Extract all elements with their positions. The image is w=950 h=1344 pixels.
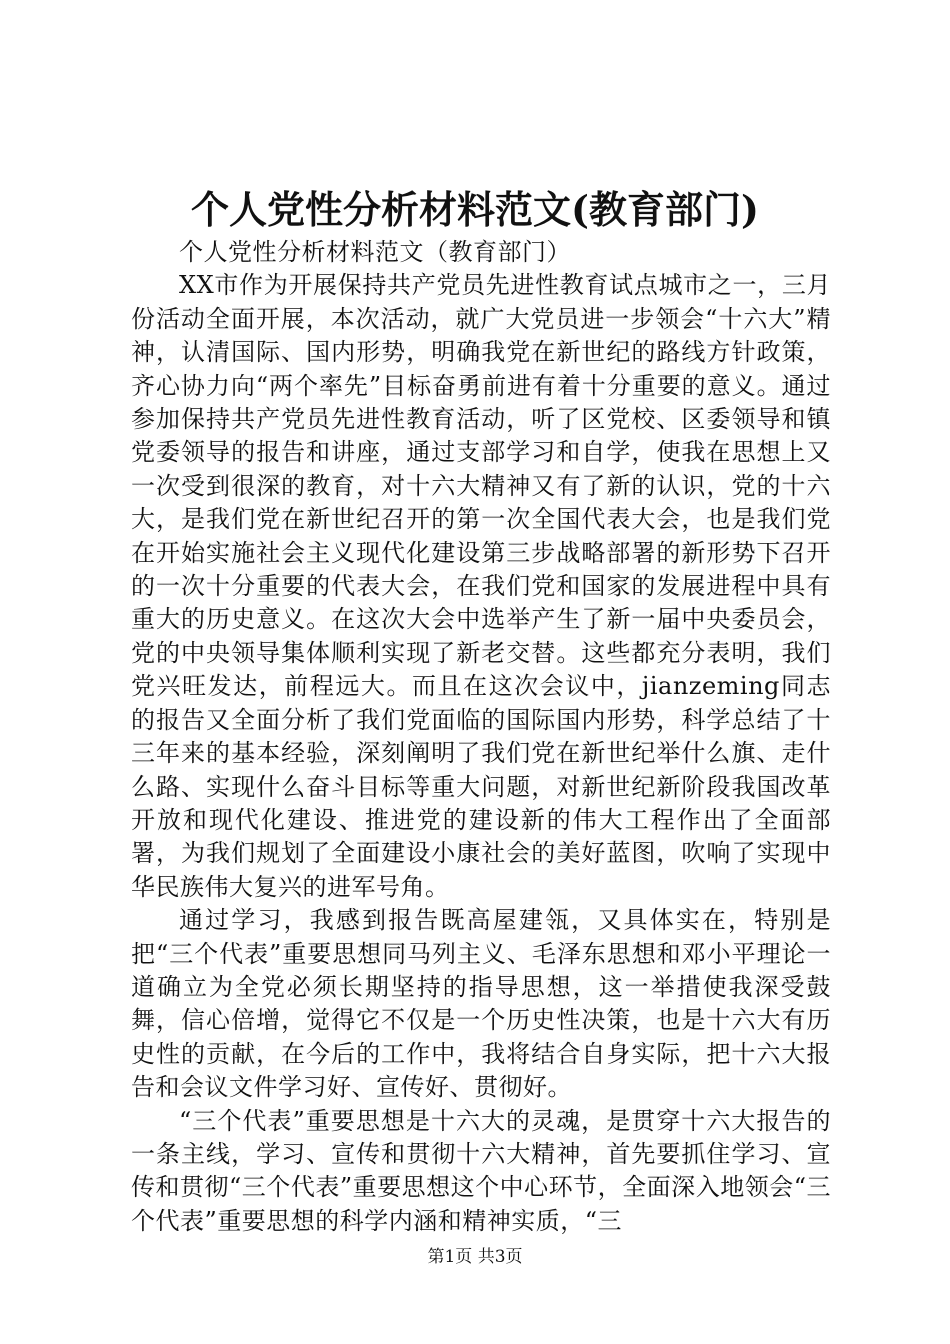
paragraph: XX市作为开展保持共产党员先进性教育试点城市之一，三月份活动全面开展，本次活动，就广大党员进一步领会“十六大”精神，认清国际、国内形势，明确我党在新世纪的路线方针政策，齐心协力向“两个率先”目标奋勇前进有着十分重要的意义。通过参加保持共产党员先进性教育活动，听了区党校、区委领导和镇党委领导的报告和讲座，通过支部学习和自学，使我在思想上又一次受到很深的教育，对十六大精神又有了新的认识，党的十六大，是我们党在新世纪召开的第一次全国代表大会，也是我们党在开始实施社会主义现代化建设第三步战略部署的新形势下召开的一次十分重要的代表大会，在我们党和国家的发展进程中具有重大的历史意义。在这次大会中选举产生了新一届中央委员会，党的中央领导集体顺利实现了新老交替。这些都充分表明，我们党兴旺发达，前程远大。而且在这次会议中，jianzeming同志的报告又全面分析了我们党面临的国际国内形势，科学总结了十三年来的基本经验，深刻阐明了我们党在新世纪举什么旗、走什么路、实现什么奋斗目标等重大问题，对新世纪新阶段我国改革开放和现代化建设、推进党的建设新的伟大工程作出了全面部署，为我们规划了全面建设小康社会的美好蓝图，吹响了实现中华民族伟大复兴的进军号角。 [131,271,831,901]
document-title: 个人党性分析材料范文(教育部门) [191,187,759,232]
paragraph-subtitle: 个人党性分析材料范文（教育部门） [179,238,571,266]
document-body [131,236,831,1238]
paragraph: “三个代表”重要思想是十六大的灵魂，是贯穿十六大报告的一条主线，学习、宣传和贯彻十六大精神，首先要抓住学习、宣传和贯彻“三个代表”重要思想这个中心环节，全面深入地领会“三个代表”重要思想的科学内涵和精神实质，“三 [131,1106,831,1235]
paragraph: 通过学习，我感到报告既高屋建瓴，又具体实在，特别是把“三个代表”重要思想同马列主义、毛泽东思想和邓小平理论一道确立为全党必须长期坚持的指导思想，这一举措使我深受鼓舞，信心倍增，觉得它不仅是一个历史性决策，也是十六大有历史性的贡献，在今后的工作中，我将结合自身实际，把十六大报告和会议文件学习好、宣传好、贯彻好。 [131,906,831,1102]
page-footer: 第1页 共3页 [427,1247,523,1267]
